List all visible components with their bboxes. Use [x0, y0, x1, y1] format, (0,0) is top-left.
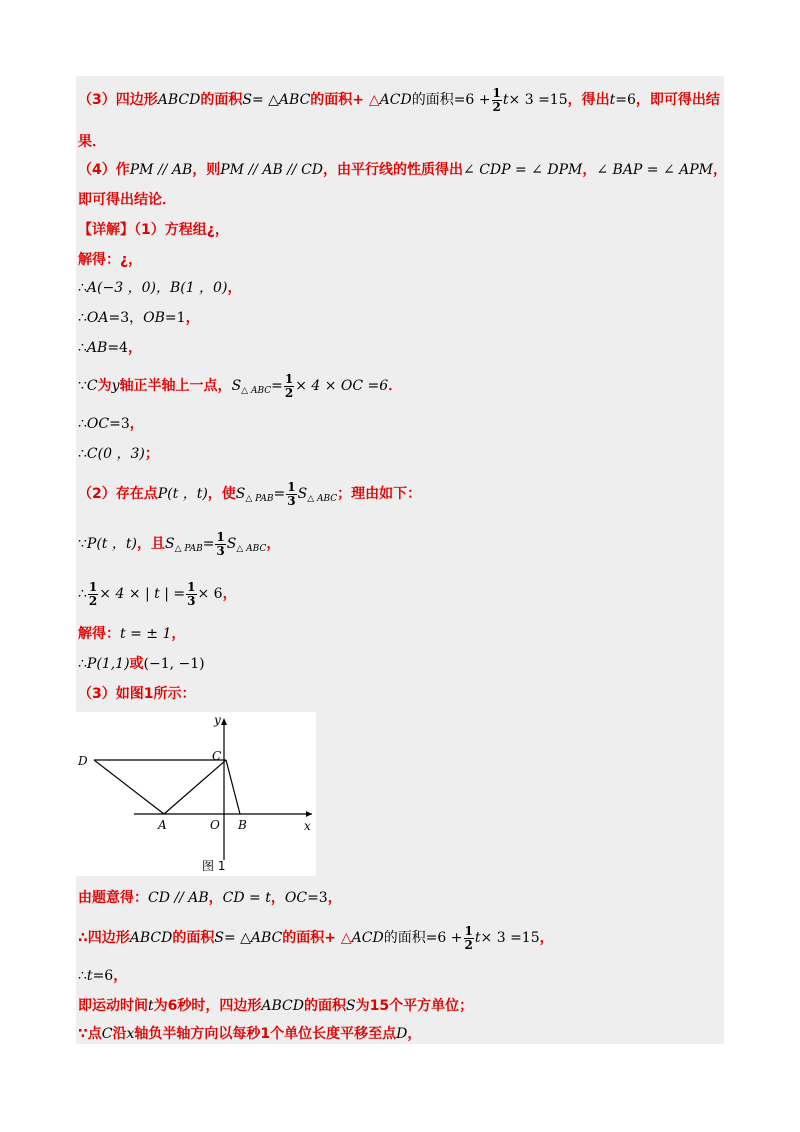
- coordinate-diagram: [76, 712, 316, 876]
- label-A: A: [158, 818, 167, 832]
- detail-heading: 【详解】（1）方程组¿，: [78, 222, 229, 238]
- text-line-12: ∴C(0 ，3)；: [78, 446, 159, 462]
- label-x: x: [304, 819, 311, 833]
- text-line-8: ∴OA=3，OB=1，: [78, 310, 200, 326]
- label-B: B: [238, 818, 247, 832]
- label-O: O: [210, 818, 220, 832]
- fraction: $\frac{1}{2}$: [88, 579, 98, 608]
- text-line-2: 果．: [78, 134, 106, 150]
- text-line-6: 解得：¿，: [78, 252, 143, 268]
- fraction: $\frac{1}{2}$: [492, 85, 501, 114]
- text-line-21: ∴t=6，: [78, 968, 128, 984]
- fraction: $\frac{1}{2}$: [464, 923, 473, 952]
- text-line-17: ∴P(1,1)或(−1, −1): [78, 656, 205, 672]
- text-line-18: （3）如图1所示：: [78, 686, 196, 702]
- text-line-9: ∴AB=4，: [78, 340, 142, 356]
- text-line-19: 由题意得：CD // AB，CD = t，OC=3，: [78, 890, 342, 906]
- figure-caption: 图 1: [202, 859, 226, 873]
- text-line-16: 解得：t = ± 1，: [78, 626, 186, 642]
- fraction: $\frac{1}{3}$: [287, 479, 296, 508]
- text-line-7: ∴A(−3 ，0)，B(1 ，0)，: [78, 280, 242, 296]
- text-line-22: 即运动时间t为6秒时，四边形ABCD的面积S为15个平方单位；: [78, 998, 474, 1014]
- text-line-20: ∴四边形ABCD的面积S= △ABC的面积+ △ACD的面积=6 + $\frac{1}{2}$ t× 3 =15，: [78, 923, 554, 952]
- text-line-1: （3）四边形ABCD的面积S= △ABC的面积+ △ACD的面积=6 + $\frac{1}{2}$ t× 3 =15，得出t=6，即可得出结: [78, 85, 720, 114]
- text-line-4: 即可得出结论．: [78, 192, 176, 208]
- segment-CB: [226, 760, 240, 814]
- fraction: $\frac{1}{3}$: [187, 579, 196, 608]
- text-line-13: （2）存在点P(t ，t)，使$S_{\triangle PAB}=$ $\frac{1}{3}$ $S_{\triangle ABC}$；理由如下：: [78, 479, 422, 508]
- text-line-3: （4）作PM // AB，则PM // AB // CD，由平行线的性质得出∠ CDP = ∠ DPM，∠ BAP = ∠ APM，: [78, 162, 728, 178]
- label-y: y: [214, 713, 221, 727]
- fraction: $\frac{1}{2}$: [284, 371, 294, 400]
- label-D: D: [78, 754, 88, 768]
- figure-1: [76, 712, 316, 876]
- y-axis-arrow-icon: [221, 718, 227, 725]
- text-line-14: ∵P(t ，t)，且$S_{\triangle PAB}=$ $\frac{1}{3}$ $S_{\triangle ABC}$，: [78, 529, 281, 558]
- text-line-11: ∴OC=3，: [78, 416, 144, 432]
- segment-AC: [164, 760, 226, 814]
- fraction: $\frac{1}{3}$: [216, 529, 225, 558]
- text-line-10: ∵C为y轴正半轴上一点，$S_{\triangle ABC}=$ $\frac{1}{2}$ × 4 × OC =6．: [78, 371, 403, 400]
- x-axis-arrow-icon: [306, 811, 312, 817]
- label-C: C: [212, 749, 222, 763]
- text-line-23: ∵点C沿x轴负半轴方向以每秒1个单位长度平移至点D，: [78, 1026, 422, 1042]
- text-line-15: ∴ $\frac{1}{2}$ × 4 × | t | = $\frac{1}{3}$ × 6，: [78, 579, 237, 608]
- segment-DA: [94, 760, 164, 814]
